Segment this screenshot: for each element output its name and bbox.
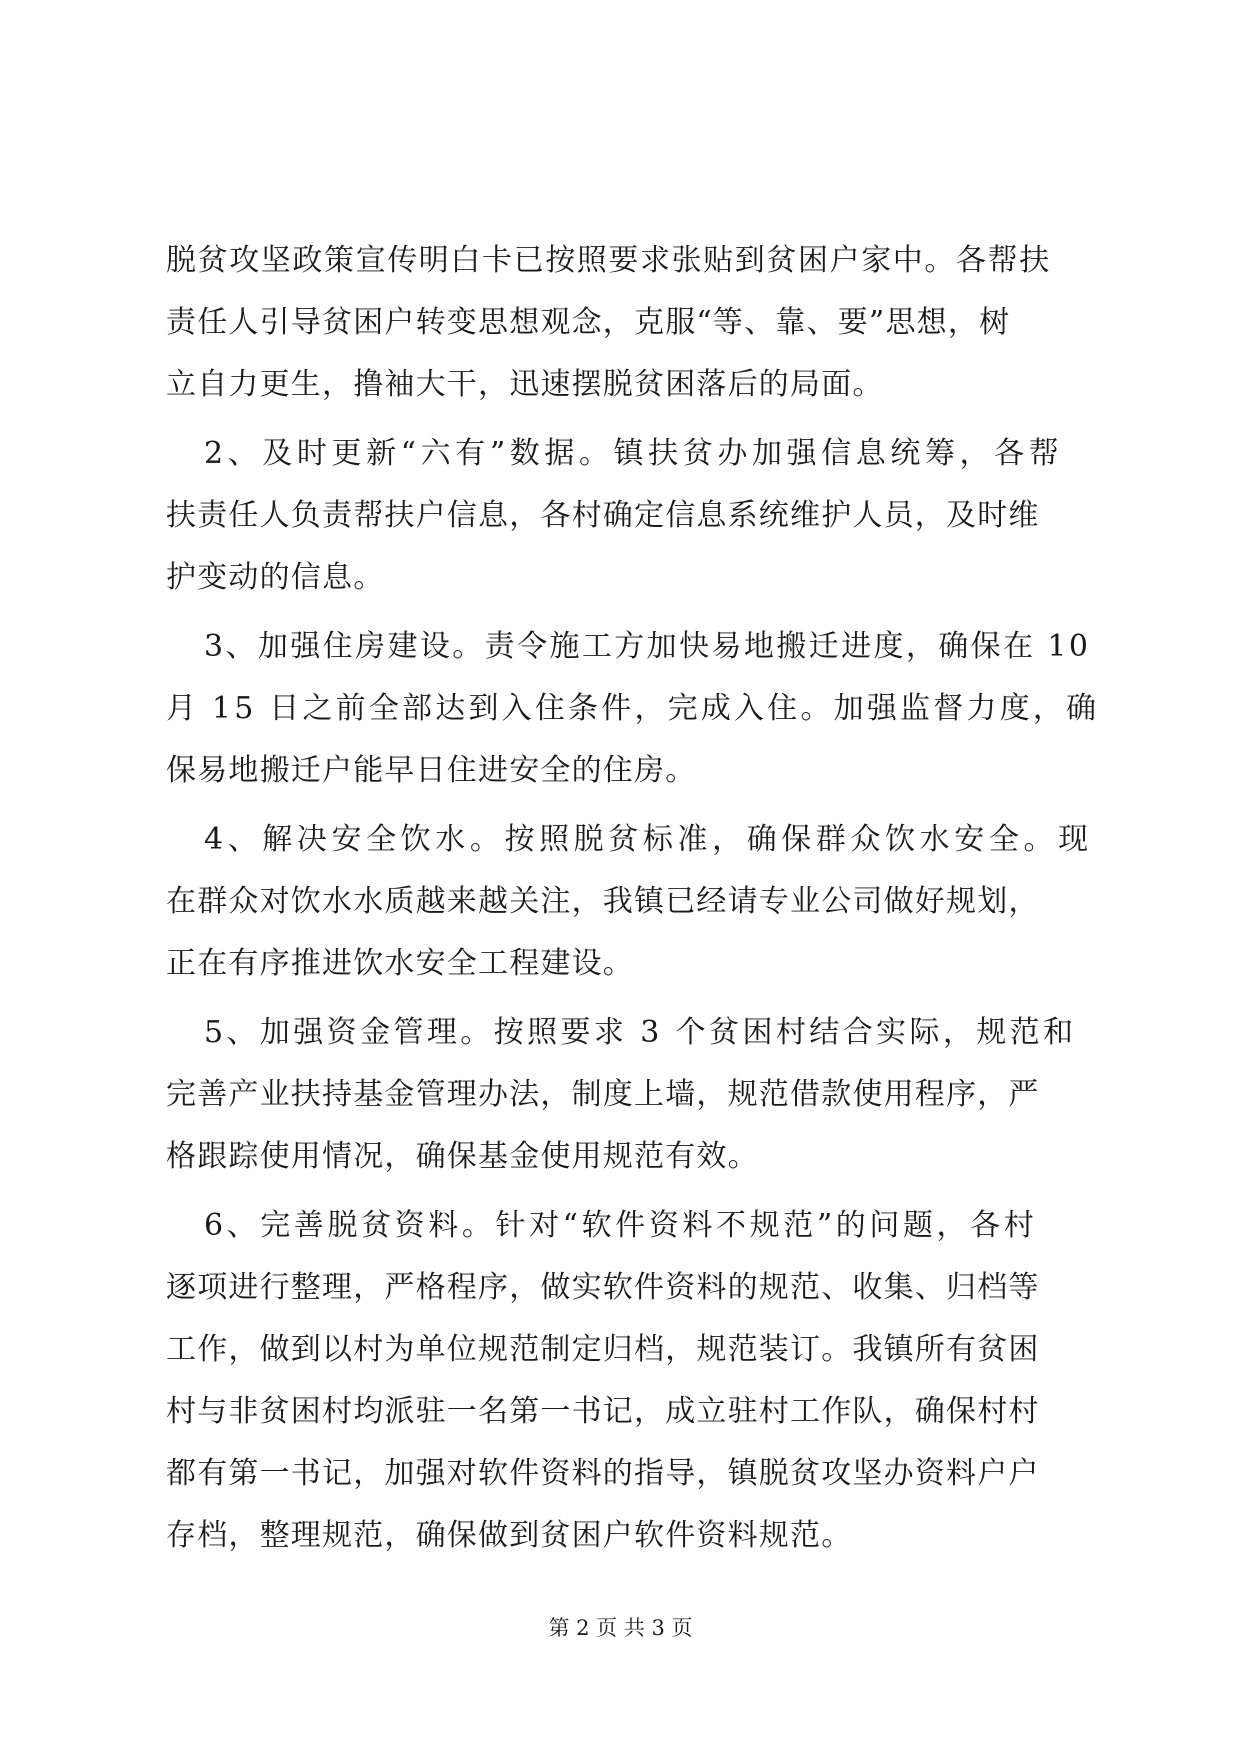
page-number-label: 第 2 页 共 3 页 [548,1616,693,1640]
text-line: 正在有序推进饮水安全工程建设。 [166,946,634,981]
text-line: 责任人引导贫困户转变思想观念，克服“等、靠、要”思想，树 [166,305,1011,340]
paragraph [166,423,1078,609]
text-line: 格跟踪使用情况，确保基金使用规范有效。 [166,1139,759,1174]
text-line: 立自力更生，撸袖大干，迅速摆脱贫困落后的局面。 [166,367,884,402]
paragraph [166,616,1100,802]
text-line: 月 15 日之前全部达到入住条件，完成入住。加强监督力度，确 [166,691,1100,726]
paragraph [166,1195,1078,1567]
text-line: 3、加强住房建设。责令施工方加快易地搬迁进度，确保在 10 [204,629,1091,664]
text-line: 护变动的信息。 [166,560,385,595]
text-line: 5、加强资金管理。按照要求 3 个贫困村结合实际，规范和 [204,1015,1077,1050]
text-line: 逐项进行整理，严格程序，做实软件资料的规范、收集、归档等 [166,1270,1040,1305]
page-footer [0,1612,1241,1642]
text-line: 存档，整理规范，确保做到贫困户软件资料规范。 [166,1518,853,1553]
text-line: 脱贫攻坚政策宣传明白卡已按照要求张贴到贫困户家中。各帮扶 [166,243,1051,278]
text-line: 工作，做到以村为单位规范制定归档，规范装订。我镇所有贫困 [166,1332,1040,1367]
paragraph [166,809,1093,995]
text-line: 2、及时更新“六有”数据。镇扶贫办加强信息统筹，各帮 [204,436,1064,471]
text-line: 完善产业扶持基金管理办法，制度上墙，规范借款使用程序，严 [166,1077,1040,1112]
text-line: 6、完善脱贫资料。针对“软件资料不规范”的问题，各村 [204,1208,1038,1243]
document-body [166,230,1100,1567]
text-line: 村与非贫困村均派驻一名第一书记，成立驻村工作队，确保村村 [166,1394,1040,1429]
text-line: 4、解决安全饮水。按照脱贫标准，确保群众饮水安全。现 [204,822,1093,857]
text-line: 都有第一书记，加强对软件资料的指导，镇脱贫攻坚办资料户户 [166,1456,1040,1491]
text-line: 保易地搬迁户能早日住进安全的住房。 [166,753,697,788]
paragraph [166,230,1078,416]
text-line: 在群众对饮水水质越来越关注，我镇已经请专业公司做好规划， [166,884,1040,919]
text-line: 扶责任人负责帮扶户信息，各村确定信息系统维护人员，及时维 [166,498,1040,533]
paragraph [166,1002,1078,1188]
